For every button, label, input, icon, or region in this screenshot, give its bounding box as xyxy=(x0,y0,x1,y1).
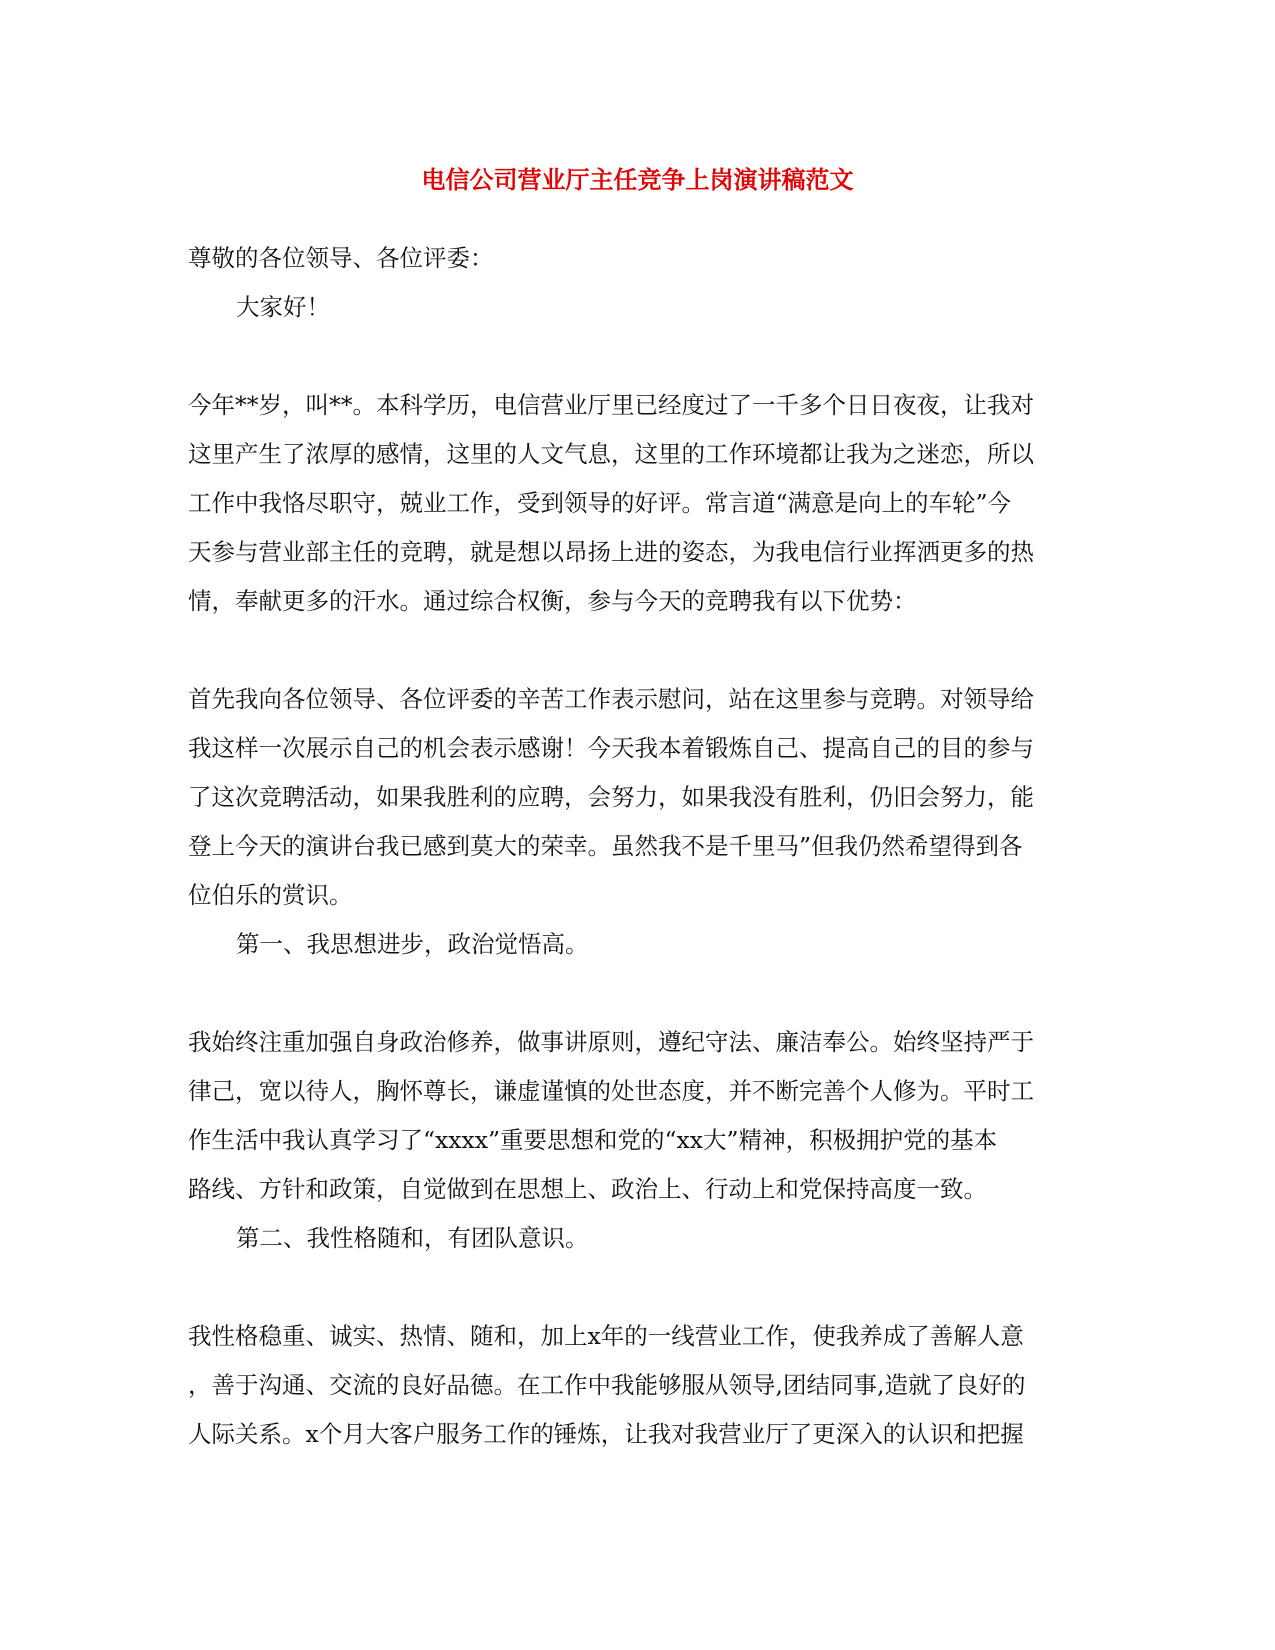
paragraph-line: 律己，宽以待人，胸怀尊长，谦虚谨慎的处世态度，并不断完善个人修为。平时工 xyxy=(188,1077,1034,1105)
paragraph-line: 这里产生了浓厚的感情，这里的人文气息，这里的工作环境都让我为之迷恋，所以 xyxy=(188,440,1034,468)
paragraph-line: 我性格稳重、诚实、热情、随和，加上x年的一线营业工作，使我养成了善解人意 xyxy=(188,1322,1024,1350)
paragraph-1 xyxy=(188,381,1088,626)
paragraph-4 xyxy=(188,1312,1088,1459)
salutation: 尊敬的各位领导、各位评委： xyxy=(188,244,494,272)
paragraph-line: 路线、方针和政策，自觉做到在思想上、政治上、行动上和党保持高度一致。 xyxy=(188,1175,987,1203)
paragraph-2 xyxy=(188,675,1088,920)
paragraph-line: 情，奉献更多的汗水。通过综合权衡，参与今天的竞聘我有以下优势： xyxy=(188,587,917,615)
paragraph-line: ，善于沟通、交流的良好品德。在工作中我能够服从领导,团结同事,造就了良好的 xyxy=(188,1371,1026,1399)
document-title: 电信公司营业厅主任竞争上岗演讲稿范文 xyxy=(421,165,854,194)
paragraph-line: 我这样一次展示自己的机会表示感谢！今天我本着锻炼自己、提高自己的目的参与 xyxy=(188,734,1034,762)
paragraph-line: 人际关系。x个月大客户服务工作的锤炼，让我对我营业厅了更深入的认识和把握 xyxy=(188,1420,1024,1448)
section-heading-2: 第二、我性格随和，有团队意识。 xyxy=(236,1224,589,1252)
paragraph-line: 我始终注重加强自身政治修养，做事讲原则，遵纪守法、廉洁奉公。始终坚持严于 xyxy=(188,1028,1034,1056)
paragraph-3 xyxy=(188,1018,1088,1214)
greeting: 大家好！ xyxy=(236,293,330,321)
paragraph-line: 首先我向各位领导、各位评委的辛苦工作表示慰问，站在这里参与竞聘。对领导给 xyxy=(188,685,1034,713)
paragraph-line: 工作中我恪尽职守，兢业工作，受到领导的好评。常言道“满意是向上的车轮”今 xyxy=(188,489,1012,517)
paragraph-line: 作生活中我认真学习了“xxxx”重要思想和党的“xx大”精神，积极拥护党的基本 xyxy=(188,1126,998,1154)
document-body xyxy=(188,234,1088,1459)
paragraph-line: 登上今天的演讲台我已感到莫大的荣幸。虽然我不是千里马”但我仍然希望得到各 xyxy=(188,832,1023,860)
paragraph-line: 天参与营业部主任的竞聘，就是想以昂扬上进的姿态，为我电信行业挥洒更多的热 xyxy=(188,538,1034,566)
section-heading-1: 第一、我思想进步，政治觉悟高。 xyxy=(236,930,589,958)
paragraph-line: 位伯乐的赏识。 xyxy=(188,881,353,909)
paragraph-line: 今年**岁，叫**。本科学历，电信营业厅里已经度过了一千多个日日夜夜，让我对 xyxy=(188,391,1034,419)
paragraph-line: 了这次竞聘活动，如果我胜利的应聘，会努力，如果我没有胜利，仍旧会努力，能 xyxy=(188,783,1034,811)
